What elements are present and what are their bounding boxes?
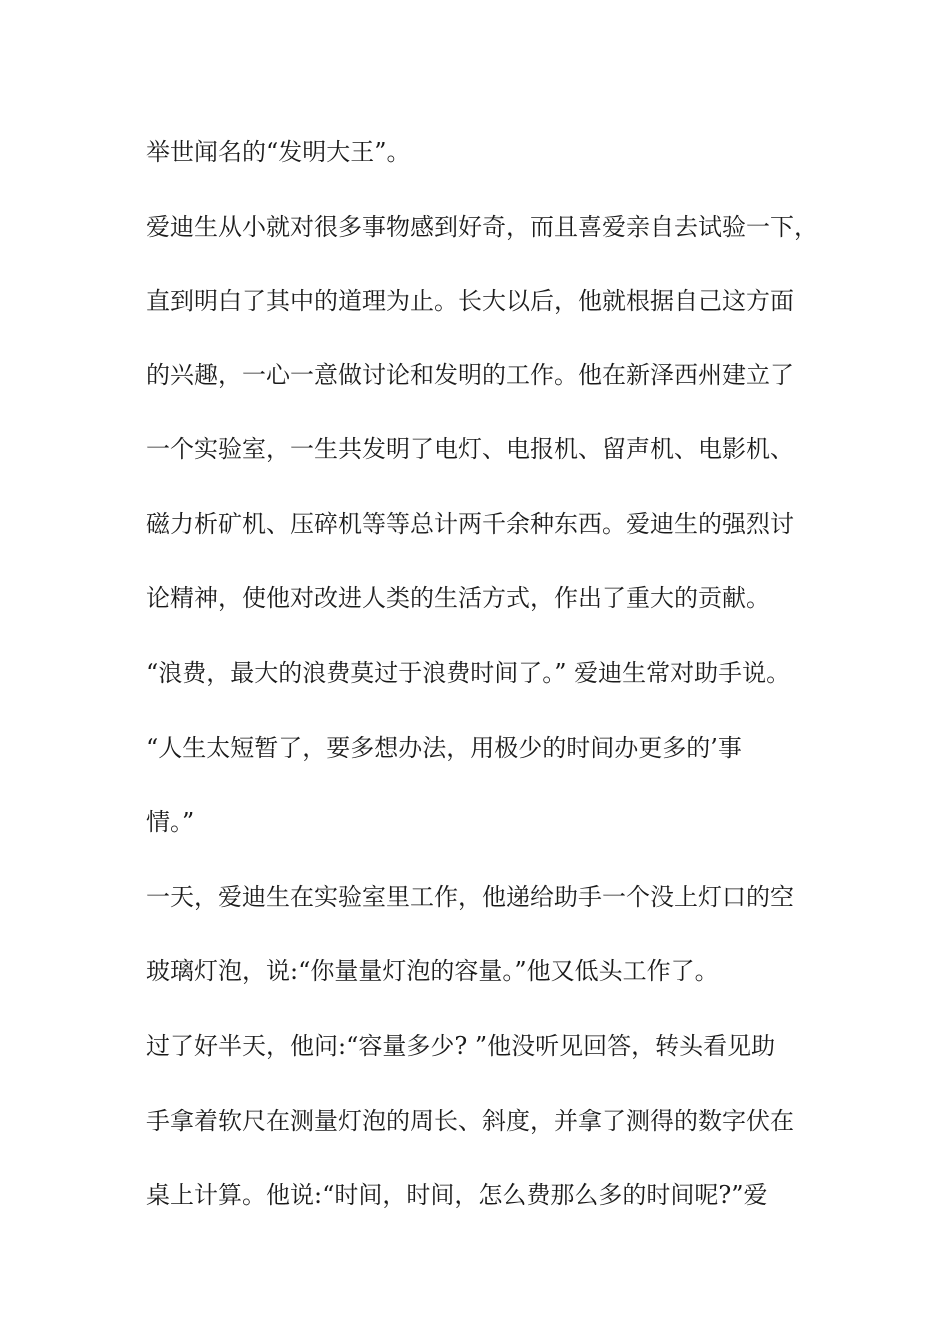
text-line-10: 情。” [146,808,195,836]
text-line-11: 一天，爱迪生在实验室里工作，他递给助手一个没上灯口的空 [146,883,794,911]
text-line-12: 玻璃灯泡，说:“你量量灯泡的容量。”他又低头工作了。 [146,957,719,985]
text-line-6: 磁力析矿机、压碎机等等总计两千余种东西。爱迪生的强烈讨 [146,510,794,538]
text-line-5: 一个实验室，一生共发明了电灯、电报机、留声机、电影机、 [146,435,794,463]
text-line-15: 桌上计算。他说:“时间，时间，怎么费那么多的时间呢?”爱 [146,1181,768,1209]
text-line-13: 过了好半天，他问:“容量多少? ”他没听见回答，转头看见助 [146,1032,776,1060]
text-line-14: 手拿着软尺在测量灯泡的周长、斜度，并拿了测得的数字伏在 [146,1107,794,1135]
text-line-9: “人生太短暂了，要多想办法，用极少的时间办更多的’事 [146,734,742,762]
text-line-7: 论精神，使他对改进人类的生活方式，作出了重大的贡献。 [146,584,770,612]
text-line-1: 举世闻名的“发明大王”。 [146,138,411,166]
text-line-4: 的兴趣，一心一意做讨论和发明的工作。他在新泽西州建立了 [146,361,794,389]
text-line-3: 直到明白了其中的道理为止。长大以后，他就根据自己这方面 [146,287,794,315]
text-line-2: 爱迪生从小就对很多事物感到好奇，而且喜爱亲自去试验一下， [146,213,818,241]
text-line-8: “浪费，最大的浪费莫过于浪费时间了。” 爱迪生常对助手说。 [146,659,791,687]
